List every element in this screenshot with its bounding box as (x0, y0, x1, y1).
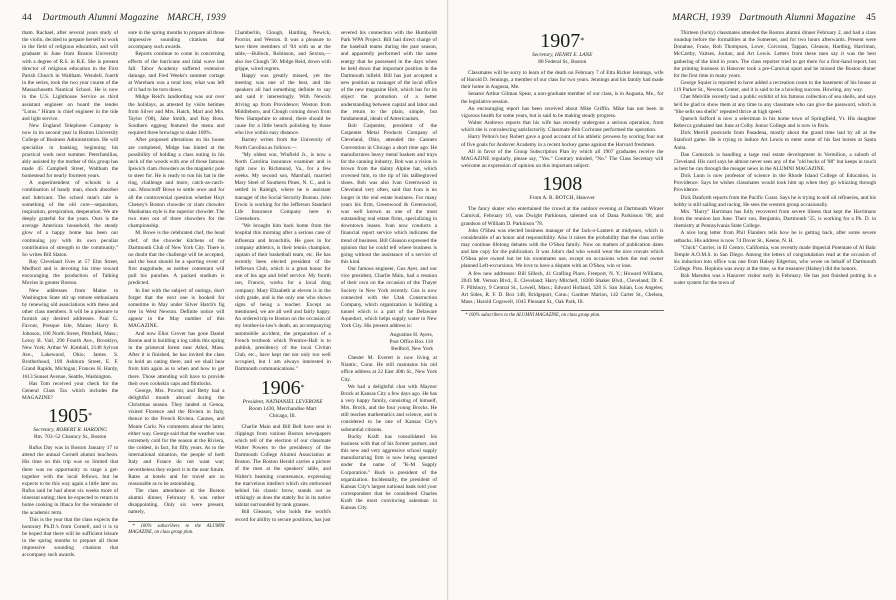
class-year: 1908 (542, 173, 583, 196)
article-paragraph: Rufus Day was in Boston January 17 to attend the annual Cornell alumni luncheon. His time on this trip was so limited that there was no opportunity to stage a get-together with the local fellows, but he expects to be this way again a little later on. Rufus said he had about six weeks more of itinerant eating; then he expected to return to home cooking in Ithaca for the remainder of the academic term. (22, 445, 119, 516)
left-magazine-title: Dartmouth Alumni Magazine (42, 13, 159, 23)
article-paragraph: Dick Danforth reports from the Pacific Coast. Says he is trying to sell oil refineries, and his hobby is still sailing and racing. He sees the western group occasionally. (673, 194, 876, 208)
article-paragraph: Chester M. Everett is now living at Niantic, Conn. He still maintains his old office address at 22 East 40th St., New York City. (340, 355, 437, 383)
article-paragraph: A superintendent of schools is a combination of handy man, shock absorber and lubricant. The school man's tale is something of the old cure—separation, inspiration, perspiration, desperation. We are deeply grateful for the years. Ours is the average American household, the steady glow of a happy home has been our continuing joy with its own peculiar contribution of strength to the community." So writes Bill Slaton. (22, 180, 119, 258)
article-paragraph: Reports continue to come in concerning effects of the hurricane and tidal wave last fall. Tabor Academy suffered extensive damage, and Fred Weeks's summer cottage at Wareham was a total loss; what was left of it had to be torn down. (128, 51, 225, 94)
article-paragraph: Bob Carpenter, president of the Carpenter Metal Products Company of Cleveland, Ohio, attended the Canners Convention in Chicago a short time ago. He manufactures heavy metal baskets and trays for the canning industry. Bob was a vision in brown from the dainty Alpine hat, which crowned him, to the tip of his tailbegloved shoes. Bob was also Ivan Greenwood in Cleveland very often, said that Ivan is no longer in the real estate business. For many years his firm, Greenwood & Greenwood, was well known as one of the most outstanding real estate firms, specializing in downtown leases. Ivan now conducts a financial report service which indicates the trend of business. Bill Gleason expressed the opinion that he could tell where business is going without the assistance of a service of this kind. (340, 123, 437, 265)
article-paragraph: "We brought him back home from the hospital this morning after a serious case of influenza and bronchitis. He goes in for company athletics, is their tennis champion, captain of their basketball team, etc. He has recently been elected president of the Jefferson Club, which is a great honor for one of his age and brief service. My fourth son, Francis, works for a local drug company. Mary Elizabeth at eleven is in the sixth grade, and is the only one who shows signs of being a teacher. Except as mentioned, we are all well and fairly happy. An ordered trip to Boston on the occasion of my brother-in-law's death, an accompanying automobile accident, the preparation of a French textbook which Prentice-Hall is to publish, presidency of the local Civitan Club, etc., have kept me not only too well occupied, but I am always interested in Dartmouth communications." (234, 223, 331, 373)
right-column-2 (674, 30, 877, 592)
left-columns (22, 30, 437, 592)
article-paragraph: sure in the spring months to prepare all those impressive sounding citations that accompany such awards. (128, 30, 225, 51)
article-paragraph: Bucky Kraft has consolidated his business with that of his former partner, and this new and very aggressive school supply manufacturing firm is now being operated under the name of "K-M Supply Corporation." Buck is president of the organization. Incidentally, the president of Kansas City's largest national bank told your correspondent that he considered Charles Kraft the most convincing salesman in Kansas City. (340, 433, 437, 512)
class-1905-heading (22, 405, 118, 441)
left-page-number: 44 (22, 13, 32, 23)
address-line: Bedford, New York (391, 345, 433, 352)
article-paragraph: Thirteen (lucky) classmates attended the Boston alumni dinner February 2, and had a class roundup before the formalities at the Somerset, and for two hours afterwards. Present were Donahue, Fraze, Bob Thompson, Lowe, Corcoran, Tappan, Gleason, Harding, Harriman, McCarthy, Vaitses, Jordan, and Art Lewis. Letters from these men say it was the best gathering of the kind in years. The class reporter tried to get there for a first-hand report, but the printing business in Hanover took a pre-Carnival spurt and he missed the Boston dinner for the first time in many years. (673, 30, 876, 79)
article-paragraph: Classmates will be sorry to learn of the death on February 7 of Etta Ricker Jennings, wife of Harold D. Jennings, a member of our class for two years. Jennings and his family had made their home in Augusta, Me. (461, 70, 664, 91)
left-running-head (22, 13, 226, 23)
article-paragraph: "Chick" Currier, in El Centro, California, was recently made Imperial Potentate of Al Bahr Temple A.O.M.S. in San Diego. Among the letters of congratulation read at the occasion of his induction into office was one from Halsey Edgerton, who wrote on behalf of Dartmouth College. Pres. Hopkins was away at the time, so the treasurer (Halsey) did the honors. (673, 244, 876, 273)
article-paragraph: Dan Comstock is handling a large real estate development in Vermilion, a suburb of Cleveland. His card says he almost never sees any of the "old bucks of '08" but keeps in touch as best he can through the meager news in the ALUMNI MAGAZINE. (673, 151, 876, 172)
left-column-1 (22, 30, 118, 592)
article-paragraph: Midge Reid's landlording was out over the holidays, as attested by visits betimes from Silver and Mrs. Hatch, Marl and Mrs. Taylor ('08), Jake Smith, and Ray Ross. Southern eggnog featured the menu and required three brewings to slake 100%. (128, 94, 225, 137)
class-1907-heading (461, 30, 664, 66)
article-paragraph: George, Mrs. Proctor, and Betty had a delightful month abroad during the Christmas season. They landed at Genoa, visited Florence and the Riviera in Italy, thence to the French Riviera, Cannes, and Monte Carlo. No comments about the latter, either way. George said that the weather was extremely cold for the season at the Riviera, the coldest, in fact, for fifty years. As to the international situation, the people of both Italy and France do not want war; nevertheless they expect it in the near future. Rates at hotels and for travel are so reasonable as to be astonishing. (128, 387, 225, 487)
article-paragraph: New England Telephone Company is now in its second year in Boston University College of Business Administration. He will specialize in banking, beginning his practical work next summer. Peterfamilias, ably assisted by the mother of this group has made 45 Campbell Street, Waltham the homestead for nearly fourteen years. (22, 123, 119, 180)
article-paragraph: Barney writes from the University of North Carolina as follows:— (234, 137, 331, 151)
class-address: 80 Federal St., Boston (538, 59, 587, 65)
class-president: President, NATHANIEL LEVERONE (242, 398, 323, 405)
class-1906-heading (235, 377, 331, 420)
article-paragraph: George Squier is reported to have added a recreation room to the basement of his house at 119 Parker St., Newton Center, and it is said to be a howling success. Howling, any way. (673, 80, 876, 94)
article-paragraph: A nice long letter from Phil Flanders tells how he is getting back, after some severe setbacks. His address is now 74 Dover St., Keene, N. H. (673, 230, 876, 244)
article-paragraph: All in favor of the Group Subscription Plan by which all 1907 graduates receive the MAGAZINE regularly, please say, "Yes." Contrary minded, "No." The Class Secretary will welcome an expression of opinion on this important subject. (461, 148, 664, 170)
article-paragraph: Bill Gleason, who holds the world's record for ability to secure positions, has just (234, 509, 331, 523)
class-year: 1905* (48, 405, 93, 428)
article-paragraph: After proposed alterations on his house are completed, Midge has hinted at the possibility of holding a class outing in his neck of the woods with one of those famous Ipswich clam chowders as the magnetic pole to steer for. He is ready to run his hat in the ring, challenge and more, catch-as-catch-can. Moncreiff Bowe to settle once and for all the controversial question whether Hoyt Cheney's Boston chowder or clam chowder Manhattan style is the superior chowder. The two men out of three chowders for the championship. (128, 137, 225, 230)
article-paragraph: M. Bowe is the celebrated chef, the head chef, of the chowder kitchens of the Dartmouth Club of New York City. There is no doubt that the challenge will be accepted, and the bout should be a sporting event of first magnitude, as neither contestant will pull his punches. A packed stadium is predicted. (128, 230, 225, 287)
article-paragraph: And now Eliot Grover has gone Daniel Boone and is building a log cabin this spring in the primeval forest near Athol, Mass. After it is finished, he has invited the class to hold an outing there, and we shall hear from him again as to when and how to get there. Those attending will have to provide their own cookskin caps and flintlocks. (128, 330, 225, 387)
class-secretary: Secretary, ROBERT R. HARDING (33, 427, 108, 434)
article-paragraph: Dick Merrill postcards from Pasadena, mostly about the grand time had by all at the Stanford game. He is trying to induce Art Lewis to enter some of his fast horses at Santa Anita. (673, 130, 876, 151)
article-paragraph: John O'Shea was elected business manager of the Jack-o-Lantern at midyears, which is considerable of an honor and responsibility. Also it raises the probability that the class scribe may continue lifelong debates with the O'Shea family. Now on matters of publication dates and late copy for the publication. It was John's dad who would wear the nice cravats which O'Shea père owned but let his roommates use, except on occasions when the real owner planned Left-excursions. We love to have a dispute with an O'Shea, win or lose. (461, 227, 664, 270)
article-paragraph: Has Tom received your check for the General Class Tax which includes the MAGAZINE? (22, 380, 119, 401)
article-paragraph: Chamberlin, Clough, Harding, Newick, Proctor, and Weston. It was a pleasure to have three members of '04 with us at the table,—Bullock, Robinson, and Sexton,—also Joe Clough '30. Midge Reid, down with grippe, wired regrets. (234, 30, 331, 72)
class-address-line-2: Chicago, Ill. (269, 412, 297, 419)
article-paragraph: Charlie Main and Bill Bell have sent in clippings from various Boston newspapers which tell of the election of our classmate Walter Powers to the presidency of the Dartmouth College Alumni Association at Boston. The Boston Herald carries a picture of the men at the speakers' table, and Walter's beaming countenance, expressing the marvelous intellect which sits enthroned behind his classic brow, stands out as strikingly as does the stately fez in its native habitat surrounded by tank grasses. (234, 423, 331, 509)
article-paragraph: Quench Safford is now a selectman in his home town of Springfield, Vt. His daughter Rebecca graduated last June at Colby Junior College and is now in Paris. (673, 115, 876, 130)
right-page (449, 0, 896, 600)
right-columns (461, 30, 876, 592)
article-paragraph: Ray Cleveland lives at 57 Elm Street, Medford and is devoting his time toward encouraging the production of Talking Movies in greater Boston. (22, 259, 119, 287)
class-address-line-1: Room 1430, Merchandise Mart (248, 405, 317, 412)
article-paragraph: Chet Melville recently had a public exhibit of his famous collection of sea shells, and says he'd be glad to show them at any time to any classmate who can give the password, which is "She sells sea shells" repeated thrice at high speed. (673, 94, 876, 115)
article-paragraph: Our famous engineer, Gus Ayer, and our vice president, Charlie Main, had a reunion of their own on the occasion of the Thayer Society in New York recently. Gus is now connected with the Utah Construction Company, which organization is building a tunnel which is a part of the Delaware Aqueduct, which helps supply water to New York City. His present address is: (340, 266, 437, 330)
address-line: Post Office Box 118 (389, 338, 433, 345)
article-paragraph: A few new addresses: Bill Silleck, 41 Grafling Place, Freeport, N. Y.; Howard Williams, 2043 Mt. Vernon Blvd., E. Cleveland; Harry Mitchell, 18200 Shaker Blvd., Cleveland; Dr. F. F. Pillsbury, 9 Central St., Lowell, Mass.; Edward Holland, 328 S. San Julian, Los Angeles; Art Sides, R. F. D. Box 148, Bridgeport, Conn.; Gardner Marion, 142 Carter St., Chelsea, Mass.; Harold Cogswell, 1045 Pleasant St., Oak Park, Ill. (461, 270, 664, 306)
class-address: Rm. 703–52 Chauncy St., Boston (33, 434, 107, 441)
article-paragraph: Bob Marsden was a Hanover visitor early in February. He has just finished putting in a water system for the town of (673, 273, 876, 287)
right-page-number: 45 (866, 13, 876, 23)
article-paragraph: Walter Andrews reports that his wife has recently undergone a serious operation, from which she is convalescing satisfactorily. Classmate Bob Cochrane performed the operation. (461, 120, 664, 134)
article-paragraph: "My oldest son, Winfield Jr., is now a North Carolina insurance examiner and is right now in Richmond, Va., for a few weeks. My second son, Marshall, married Mary Steel of Southern Pines, N. C., and is settled in Raleigh, where he is assistant manager of the Social Security Bureau. John Erwin is working for the Jefferson Standard Life Insurance Company here in Greensboro. (234, 151, 331, 223)
right-date: MARCH, 1939 (672, 13, 731, 23)
left-column-2 (128, 30, 224, 592)
left-footnote: * 100% subscribers to the ALUMNI MAGAZINE, on class group plan. (128, 521, 224, 536)
class-year: 1907* (540, 30, 585, 52)
article-paragraph: Mrs. "Harry" Harriman has fully recovered from severe illness that kept the Harrimans from the reunion last June. Their son, Benjamin, Dartmouth '35, is working for a Ph. D. in chemistry at Pennsylvania State College. (673, 208, 876, 230)
class-secretary: Secretary, HENRY E. LANE (532, 52, 593, 58)
article-paragraph: Dick Lunn is now professor of science in the Rhode Island College of Education, in Providence. Says he wishes classmates would look him up when they go whizzing through Providence. (673, 173, 876, 194)
right-footnote: * 100% subscribers to the ALUMNI MAGAZINE, on class group plan. (461, 310, 664, 319)
right-magazine-title: Dartmouth Alumni Magazine (739, 13, 856, 23)
article-paragraph: An encouraging report has been received about Mike Griffin. Mike has not been in vigorous health for some years, but is said to be making steady progress. (461, 105, 664, 119)
article-paragraph: tham. Rachael, after several years study of the violin, decided to prepare herself to work in the field of religious education, and will graduate in June from Boston University with a degree of R.S. in R.E. She is present director of religious education in the First Parish Church in Waltham. Wendell, fourth in the series, took the two year course of the Massachusetts Nautical School. He is now in the U.S. Lighthouse Service as third assistant engineer on board the tender "Lotus." Hiram is chief engineer in the tide and light service. (22, 30, 119, 122)
article-paragraph: The class attendance at the Boston alumni dinner, February 8, was rather disappointing. Only six were present, namely, (128, 488, 225, 516)
article-paragraph: This is the year that the class expects the honorary Ph.D.'s from Cornell, and it is to be hoped that there will be sufficient leisure in the spring months to prepare all those impressive sounding citations that accompany such awards. (22, 516, 119, 559)
address-block (341, 332, 437, 353)
left-column-3 (235, 30, 331, 592)
article-paragraph: We had a delightful chat with Maynor Brock at Kansas City a few days ago. He has a very happy family, consisting of himself, Mrs. Brock, and the four young Brocks. He still teaches mathematics and science, and is considered to be one of Kansas City's substantial citizens. (340, 383, 437, 433)
left-date: MARCH, 1939 (167, 13, 226, 23)
address-line: Augustine H. Ayers, (389, 331, 433, 338)
right-column-1 (461, 30, 664, 592)
class-correspondent: From A. R. BOTCH, Hanover (529, 195, 595, 202)
article-paragraph: In line with the subject of outings, don't forget that the next one is booked for sometime in May under Silver Hatch's fig tree in West Newton. Definite notice will appear in the May number of this MAGAZINE. (128, 287, 225, 330)
article-paragraph: Senator Arthur Gilman Spear, a non-graduate member of our class, is in Augusta, Me., for the legislative session. (461, 91, 664, 105)
class-1908-heading (461, 173, 664, 202)
right-running-head (672, 13, 876, 23)
article-paragraph: The fancy skater who entertained the crowd at the outdoor evening at Dartmouth Winter Carnival, February 10, was Dwight Parkinson, talented son of Dana Parkinson '08, and grandson of William D. Parkinson '78. (461, 206, 664, 227)
class-year: 1906* (260, 376, 305, 399)
article-paragraph: Happy was greatly missed, yet the meeting was one of the best, and the speakers all had something definite to say and said it interestingly. With Newick driving up from Providence; Weston from Middleboro, and Clough coming down from New Hampshire to attend, there should be cause for a little bench polishing by those who live within easy distance. (234, 72, 331, 137)
article-paragraph: severed his connection with the Humboldt Park WPA Project. Bill had direct charge of the baseball teams during the past season, and apparently performed with the same energy that he possessed in the days when he held down that important position in the Dartmouth infield. Bill has just accepted a new position as manager of the local office of the new magazine Holt, which has for its object the promotion of a better understanding between capital and labor and the return to the plain, simple, but fundamental, ideals of Americanism. (340, 30, 437, 122)
left-column-4 (341, 30, 437, 592)
article-paragraph: New addresses from Maine to Washington State stir up remote enthusiasm by renewing old associations with these and other class members. It will be a pleasure to furnish any desired addresses. Paul G. Favour, Presque Isle, Maine; Harry B. Johnson, 100 North Street, Pittsfield, Mass.; Leroy B. Vail, 290 Fourth Ave., Brooklyn, New York; Arthur W. Kimball, 2148 Sylvan Ave., Lakewood, Ohio; James S. Brotherhood, 109 Ashburn Street, E. F. Grand Rapids, Michigan; Frances H. Hardy, 1613 Sunset Avenue, Seattle, Washington. (22, 287, 119, 380)
article-paragraph: Harry Pelton's boy Robert gave a good account of his athletic prowess by scoring four out of five goals for Andover Academy in a recent hockey game against the Harvard freshmen. (461, 134, 664, 148)
